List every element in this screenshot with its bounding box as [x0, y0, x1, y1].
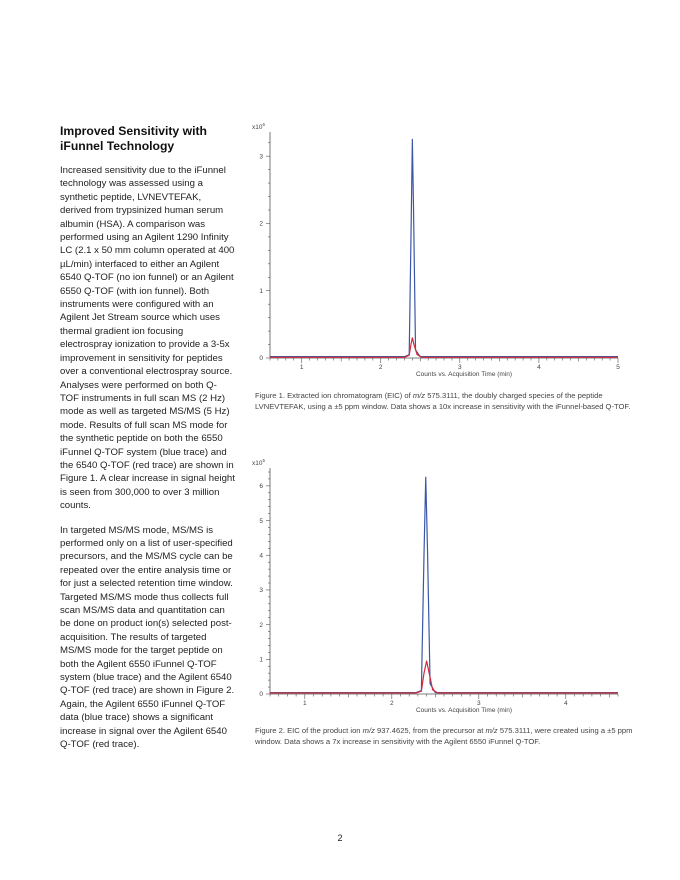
figure-1-caption-part2: 575.3111, the doubly charged species of the peptide LVNEVTEFAK, using a ±5 ppm window. Data shows a 10x increase in sensitivity with the iFunnel-based Q-TOF.: [255, 391, 631, 412]
blue-trace-line: [270, 477, 618, 692]
x-tick-label: 4: [537, 364, 541, 371]
y-exponent: 5: [262, 458, 265, 463]
heading-line-1: Improved Sensitivity with: [60, 124, 207, 138]
y-tick-label: 0: [259, 691, 263, 699]
y-tick-label: 1: [259, 287, 263, 295]
figure-2-caption-mz2: m/z: [485, 726, 498, 735]
y-tick-label: 2: [259, 621, 263, 629]
y-tick-label: 3: [259, 153, 263, 161]
page-number: 2: [337, 833, 343, 843]
blue-trace-line: [270, 139, 618, 356]
x-axis-title: Counts vs. Acquisition Time (min): [415, 707, 513, 714]
x-tick-label: 3: [476, 700, 481, 707]
y-tick-label: 5: [259, 517, 263, 525]
x-tick-label: 1: [299, 364, 304, 371]
y-tick-label: 3: [259, 587, 263, 595]
figure-2-caption-part1: Figure 2. EIC of the product ion: [255, 726, 363, 735]
section-heading: [60, 124, 235, 154]
red-trace-line: [270, 661, 618, 693]
y-multiplier-label: $x10^6$: [252, 122, 265, 131]
figure-2-svg: [248, 460, 628, 720]
x-tick-label: 4: [563, 700, 568, 707]
x-axis-title: Counts vs. Acquisition Time (min): [415, 371, 513, 378]
x-tick-label: 2: [378, 364, 383, 371]
heading-line-2: iFunnel Technology: [60, 139, 175, 153]
y-multiplier-label: $x10^5$: [252, 458, 265, 467]
y-tick-label: 1: [259, 656, 263, 664]
x-tick-label: 1: [302, 700, 307, 707]
y-tick-label: 0: [259, 355, 263, 363]
figure-1-chart: [248, 124, 628, 384]
figure-1-caption-part1: Figure 1. Extracted ion chromatogram (EIC) of: [255, 391, 413, 400]
paragraph-1: Increased sensitivity due to the iFunnel technology was assessed using a synthetic peptide, LVNEVTEFAK, derived from trypsinized human serum albumin (HSA). A comparison was performed using an Agilent 1290 Infinity LC (2.1 x 50 mm column operated at 400 µL/min) interfaced to either an Agilent 6540 Q-TOF (no ion funnel) or an Agilent 6550 Q-TOF (with ion funnel). Both instruments were configured with an Agilent Jet Stream source which uses thermal gradient ion focusing electrospray ionization to provide a 3-5x improvement in sensitivity for peptides over a conventional electrospray source. Analyses were performed on both Q-TOF instruments in full scan MS (2 Hz) mode as well as targeted MS/MS (5 Hz) mode. Results of full scan MS mode for the synthetic peptide on both the 6550 iFunnel Q-TOF system (blue trace) and the 6540 Q-TOF (red trace) are shown in Figure 1. A clear increase in signal height is seen from 300,000 to over 3 million counts.: [60, 165, 235, 512]
y-tick-label: 2: [259, 220, 263, 228]
figure-2-caption-part3: 575.3111, were created using a ±5 ppm window. Data shows a 7x increase in sensitivity with the Agilent 6550 iFunnel Q-TOF.: [255, 726, 633, 747]
x-tick-label: 5: [616, 364, 620, 371]
figure-2-chart: [248, 460, 628, 720]
x-tick-label: 3: [458, 364, 462, 371]
figure-1-caption-mz: m/z: [412, 391, 426, 400]
figure-1-caption: [255, 390, 635, 412]
article-text-column: [60, 124, 235, 762]
figure-2-caption-mz1: m/z: [362, 726, 375, 735]
figure-1-svg: [248, 124, 628, 384]
y-tick-label: 4: [259, 552, 263, 560]
x-tick-label: 2: [389, 700, 394, 707]
figure-2-caption-part2: 937.4625, from the precursor at: [374, 726, 486, 735]
paragraph-2: In targeted MS/MS mode, MS/MS is performed only on a list of user-specified precursors, and the MS/MS cycle can be repeated over the entire analysis time or for just a selected retention time window. Targeted MS/MS mode thus collects full scan MS/MS data and quantitation can be done on product ion(s) selected post-acquisition. The results of targeted MS/MS mode for the target peptide on both the Agilent 6550 iFunnel Q-TOF system (blue trace) and the Agilent 6540 Q-TOF (red trace) are shown in Figure 2. Again, the Agilent 6550 iFunnel Q-TOF data (blue trace) shows a significant increase in signal over the Agilent 6540 Q-TOF (red trace).: [60, 524, 235, 751]
red-trace-line: [270, 338, 618, 358]
figure-2-caption: [255, 725, 635, 747]
y-tick-label: 6: [259, 483, 263, 491]
y-exponent: 6: [262, 122, 265, 127]
